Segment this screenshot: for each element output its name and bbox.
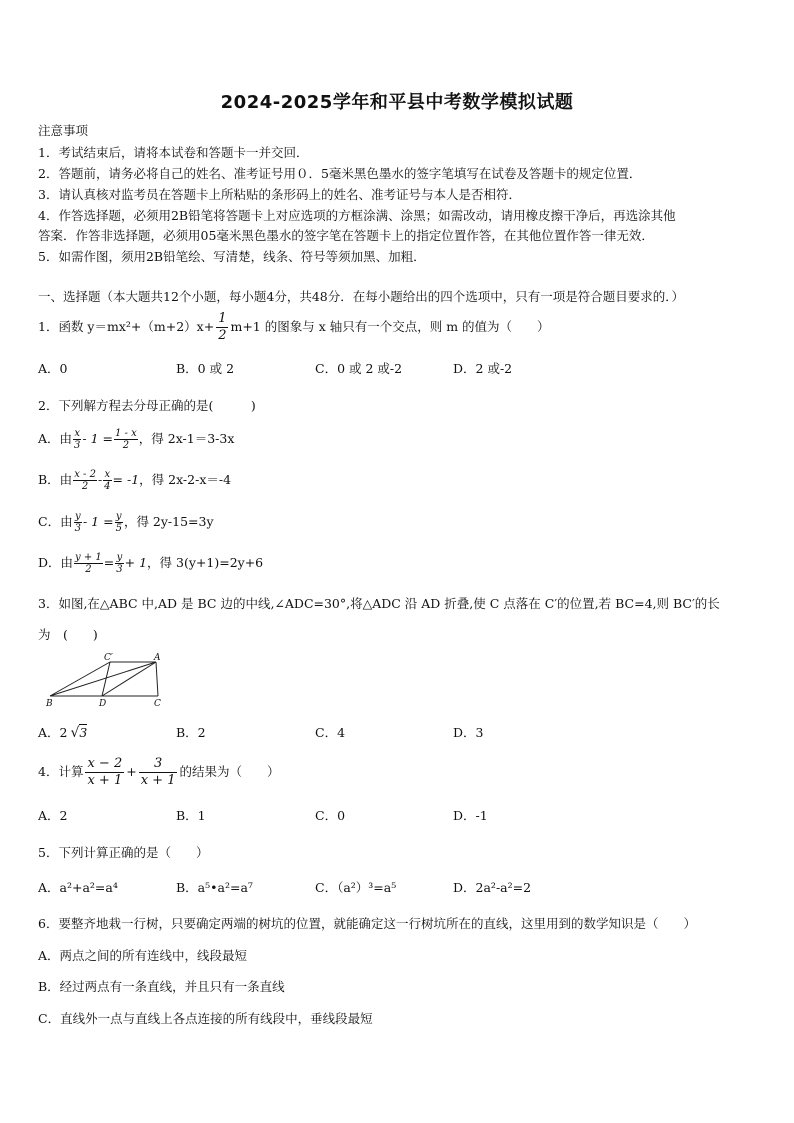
q2c-pre: C．由 (38, 514, 73, 529)
q2c-frac1-num: y (74, 511, 81, 522)
q1-frac-den: 2 (218, 328, 227, 343)
q4-frac1-den: x + 1 (87, 773, 123, 788)
notice-item: 3．请认真核对监考员在答题卡上所粘贴的条形码上的姓名、准考证号与本人是否相符． (38, 187, 521, 202)
q1-option-c: C．0 或 2 或-2 (315, 361, 403, 376)
q2c-frac1-den: 3 (74, 523, 81, 534)
q4-frac2-num: 3 (139, 756, 178, 773)
q4-option-b: B．1 (176, 808, 206, 823)
q2a-frac2-den: 2 (122, 440, 130, 451)
q2c-mid: - 1 = (82, 514, 114, 529)
label-a: A (154, 653, 161, 663)
q5-option-c: C．（a²）³=a⁵ (315, 880, 397, 895)
triangle-fold-figure (42, 652, 172, 708)
q4-frac1-num: x − 2 (87, 756, 123, 771)
q2a-pre: A．由 (38, 431, 73, 446)
q2-option-a (38, 428, 234, 451)
q2b-post: ，得 2x-2-x＝-4 (139, 472, 232, 487)
label-d: D (99, 699, 107, 708)
q2-option-d (38, 552, 263, 575)
q2a-mid: - 1 = (82, 431, 114, 446)
label-c-prime: C′ (104, 653, 113, 663)
q2a-frac1-den: 3 (74, 440, 81, 451)
segment-ad (102, 662, 156, 696)
q3-option-d: D．3 (453, 725, 484, 740)
q6-option-c: C．直线外一点与直线上各点连接的所有线段中，垂线段最短 (38, 1011, 373, 1026)
q1-fraction (216, 311, 228, 344)
q3-option-b: B．2 (176, 725, 206, 740)
q5-option-b: B．a⁵•a²=a⁷ (176, 880, 253, 895)
segment-ac (156, 662, 158, 696)
q2b-frac1-num: x - 2 (74, 469, 96, 480)
question-6-stem: 6．要整齐地栽一行树，只要确定两端的树坑的位置，就能确定这一行树坑所在的直线，这里用到的数学知识是（ ） (38, 916, 696, 931)
question-5-stem: 5．下列计算正确的是（ ） (38, 845, 209, 860)
q2a-post: ，得 2x-1＝3-3x (138, 431, 235, 446)
q2d-pre: D．由 (38, 555, 74, 570)
q1-pre: 1．函数 y＝mx²+（m+2）x+ (38, 319, 215, 334)
question-2-stem: 2．下列解方程去分母正确的是( ) (38, 398, 256, 413)
notice-item: 4．作答选择题，必须用2B铅笔将答题卡上对应选项的方框涂满、涂黑；如需改动，请用橡皮擦干净后，再选涂其他 (38, 208, 676, 223)
q2d-frac2-den: 3 (116, 564, 123, 575)
q2a-frac2-num: 1 - x (115, 428, 137, 439)
q3a-radicand: 3 (79, 725, 88, 740)
q2c-frac2-den: 5 (115, 523, 122, 534)
q2a-frac1-num: x (74, 428, 81, 439)
question-3-stem-line1: 3．如图,在△ABC 中,AD 是 BC 边的中线,∠ADC=30°,将△ADC 沿 AD 折叠,使 C 点落在 C′的位置,若 BC=4,则 BC′的长 (38, 596, 720, 611)
q6-option-a: A．两点之间的所有连线中，线段最短 (38, 948, 248, 963)
q2d-frac1-num: y + 1 (75, 552, 102, 563)
q2b-mid: - (97, 472, 103, 487)
q2d-frac1-den: 2 (85, 564, 92, 575)
q1-option-b: B．0 或 2 (176, 361, 235, 376)
q4-post: 的结果为（ ） (179, 764, 280, 779)
q4-option-c: C．0 (315, 808, 346, 823)
notice-item: 答案．作答非选择题，必须用05毫米黑色墨水的签字笔在答题卡上的指定位置作答，在其他位置作答一律无效． (38, 228, 654, 243)
q2b-frac2-den: 4 (104, 481, 111, 492)
q4-option-d: D．-1 (453, 808, 488, 823)
label-c: C (154, 699, 161, 708)
sqrt-icon: √ (70, 725, 80, 741)
segment-bc-prime (50, 662, 110, 696)
q2b-frac1-den: 2 (81, 481, 89, 492)
notice-item: 2．答题前，请务必将自己的姓名、准考证号用０．5毫米黑色墨水的签字笔填写在试卷及答题卡的规定位置． (38, 166, 642, 181)
q1-option-d: D．2 或-2 (453, 361, 513, 376)
q4-pre: 4．计算 (38, 764, 84, 779)
q2d-mid: = (103, 555, 115, 570)
q2d-frac2-num: y (116, 552, 123, 563)
q1-frac-num: 1 (218, 311, 227, 326)
notice-item: 1．考试结束后，请将本试卷和答题卡一并交回． (38, 145, 309, 160)
q2c-frac2-num: y (115, 511, 122, 522)
q4-plus: + (126, 764, 137, 779)
label-b: B (46, 699, 53, 708)
question-4-stem (38, 756, 279, 789)
question-1-stem (38, 311, 550, 344)
q2-option-b (38, 469, 231, 492)
q3a-text: A．2 (38, 725, 68, 740)
q2b-pre: B．由 (38, 472, 73, 487)
notice-item: 5．如需作图，须用2B铅笔绘、写清楚，线条、符号等须加黑、加粗． (38, 249, 426, 264)
q2b-frac2-num: x (104, 469, 111, 480)
notice-heading: 注意事项 (38, 123, 89, 138)
q2c-post: ，得 2y-15=3y (123, 514, 214, 529)
q2-option-c (38, 511, 214, 534)
question-3-stem-line2: 为 ( ) (38, 627, 98, 642)
q4-option-a: A．2 (38, 808, 68, 823)
q2b-tail: = -1 (112, 472, 140, 487)
q1-post: m+1 的图象与 x 轴只有一个交点，则 m 的值为（ ） (230, 319, 550, 334)
q3-option-c: C．4 (315, 725, 346, 740)
q5-option-d: D．2a²-a²=2 (453, 880, 532, 895)
q2d-post: ，得 3(y+1)=2y+6 (147, 555, 264, 570)
q6-option-b: B．经过两点有一条直线，并且只有一条直线 (38, 979, 285, 994)
page-title: 2024-2025学年和平县中考数学模拟试题 (220, 92, 574, 113)
q1-option-a: A．0 (38, 361, 68, 376)
q4-frac2-den: x + 1 (140, 773, 176, 788)
q5-option-a: A．a²+a²=a⁴ (38, 880, 118, 895)
q2d-tail: + 1 (124, 555, 148, 570)
section-heading: 一、选择题（本大题共12个小题，每小题4分，共48分．在每小题给出的四个选项中，只有一项是符合题目要求的．） (38, 289, 685, 304)
q3-option-a (38, 723, 87, 741)
